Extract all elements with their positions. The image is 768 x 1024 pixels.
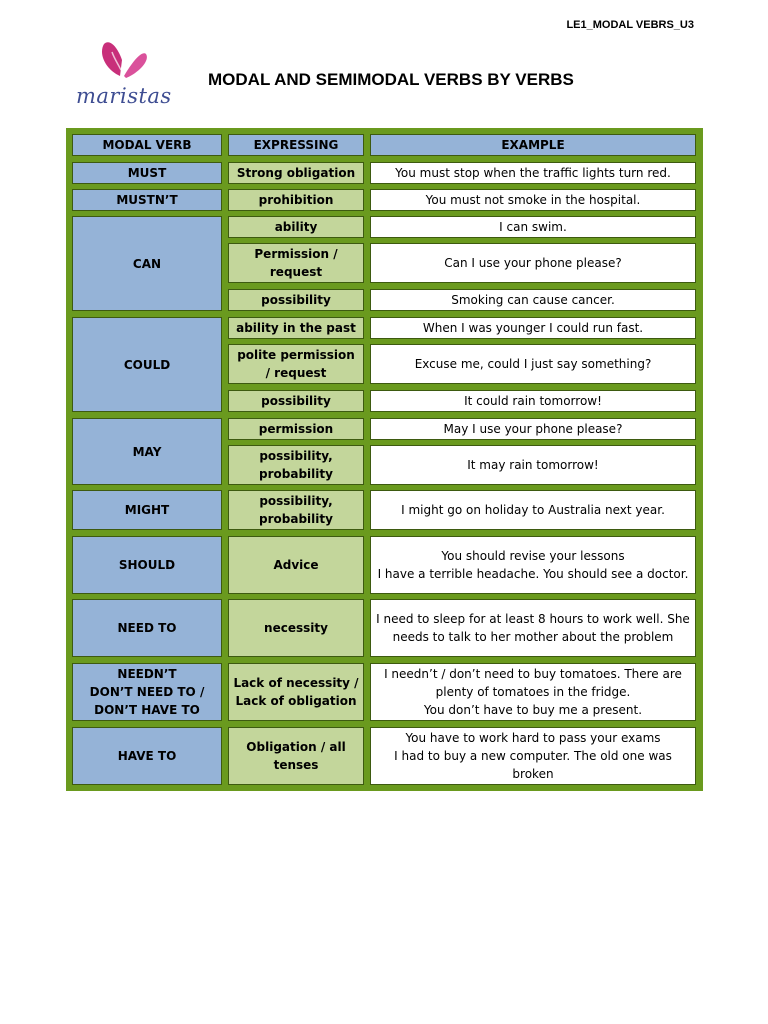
expressing-cell: Advice [228, 536, 364, 594]
maristas-logo [76, 40, 176, 112]
modal-verb-cell: MUST [72, 162, 222, 184]
expressing-cell: prohibition [228, 189, 364, 211]
page-title: MODAL AND SEMIMODAL VERBS BY VERBS [208, 70, 574, 89]
example-cell: You have to work hard to pass your exams I had to buy a new computer. The old one was broken [370, 727, 696, 785]
header-expressing: EXPRESSING [228, 134, 364, 156]
expressing-cell: ability in the past [228, 317, 364, 339]
expressing-cell: Lack of necessity / Lack of obligation [228, 663, 364, 721]
expressing-cell: possibility, probability [228, 490, 364, 530]
expressing-cell: polite permission / request [228, 344, 364, 384]
modal-verb-cell: SHOULD [72, 536, 222, 594]
logo-text: maristas [76, 84, 172, 108]
expressing-cell: Strong obligation [228, 162, 364, 184]
example-cell: I needn’t / don’t need to buy tomatoes. There are plenty of tomatoes in the fridge. You don’t have to buy me a present. [370, 663, 696, 721]
example-cell: Excuse me, could I just say something? [370, 344, 696, 384]
butterfly-icon [76, 40, 176, 88]
example-cell: It may rain tomorrow! [370, 445, 696, 485]
expressing-cell: necessity [228, 599, 364, 657]
example-cell: When I was younger I could run fast. [370, 317, 696, 339]
modal-verb-cell: NEED TO [72, 599, 222, 657]
expressing-cell: Permission / request [228, 243, 364, 283]
header-modal-verb: MODAL VERB [72, 134, 222, 156]
expressing-cell: Obligation / all tenses [228, 727, 364, 785]
modal-verb-cell: HAVE TO [72, 727, 222, 785]
modal-verb-cell: CAN [72, 216, 222, 311]
example-cell: Smoking can cause cancer. [370, 289, 696, 311]
example-cell: May I use your phone please? [370, 418, 696, 440]
modal-verbs-table [66, 128, 703, 791]
example-cell: You must stop when the traffic lights turn red. [370, 162, 696, 184]
modal-verb-cell: MIGHT [72, 490, 222, 530]
example-cell: You should revise your lessons I have a terrible headache. You should see a doctor. [370, 536, 696, 594]
modal-verb-cell: MUSTN’T [72, 189, 222, 211]
expressing-cell: permission [228, 418, 364, 440]
document-reference: LE1_MODAL VEBRS_U3 [566, 19, 694, 31]
expressing-cell: possibility, probability [228, 445, 364, 485]
modal-verb-cell: NEEDN’T DON’T NEED TO / DON’T HAVE TO [72, 663, 222, 721]
example-cell: You must not smoke in the hospital. [370, 189, 696, 211]
example-cell: It could rain tomorrow! [370, 390, 696, 412]
expressing-cell: ability [228, 216, 364, 238]
expressing-cell: possibility [228, 390, 364, 412]
header-example: EXAMPLE [370, 134, 696, 156]
example-cell: I need to sleep for at least 8 hours to work well. She needs to talk to her mother about the problem [370, 599, 696, 657]
example-cell: I can swim. [370, 216, 696, 238]
expressing-cell: possibility [228, 289, 364, 311]
modal-verb-cell: COULD [72, 317, 222, 412]
example-cell: Can I use your phone please? [370, 243, 696, 283]
example-cell: I might go on holiday to Australia next year. [370, 490, 696, 530]
modal-verb-cell: MAY [72, 418, 222, 485]
